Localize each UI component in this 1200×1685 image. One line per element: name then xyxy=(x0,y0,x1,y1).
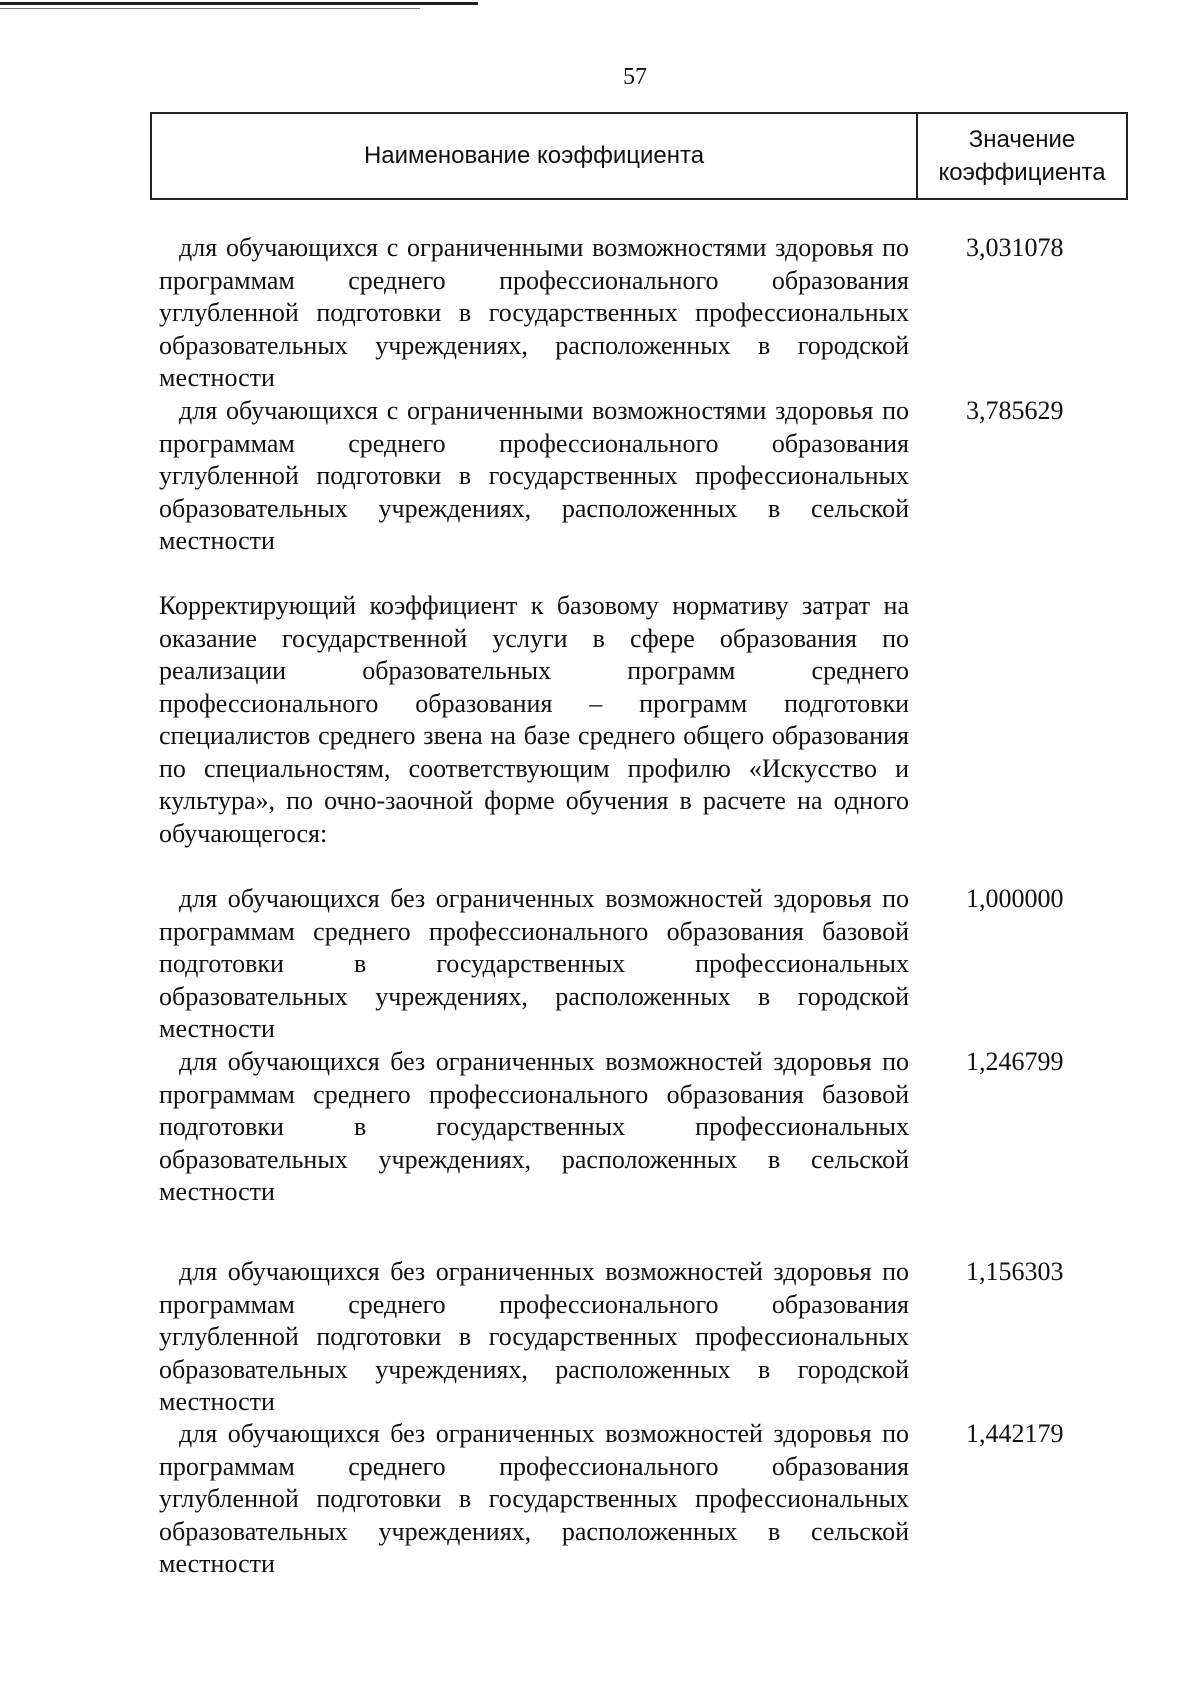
coefficient-value: 1,156303 xyxy=(966,1257,1064,1286)
top-border-rule xyxy=(0,2,478,5)
coefficient-description: для обучающихся с ограниченными возможностями здоровья по программам среднего профессионального образования углубленной подготовки в государственных профессиональных образовательных учреждениях, расположенных в сельской местности xyxy=(159,396,909,555)
coefficient-value: 1,000000 xyxy=(966,884,1064,913)
page-number: 57 xyxy=(623,64,647,90)
coefficient-value: 1,442179 xyxy=(966,1419,1064,1448)
coefficient-description: для обучающихся без ограниченных возможностей здоровья по программам среднего профессионального образования базовой подготовки в государственных профессиональных образовательных учреждениях, расположенных в сельской местности xyxy=(159,1047,909,1206)
coefficient-row xyxy=(159,883,1159,1046)
table-header xyxy=(150,112,1128,200)
coefficient-row xyxy=(159,1256,1159,1419)
column-header-name: Наименование коэффициента xyxy=(152,114,918,198)
column-header-value-line1: Значение xyxy=(968,126,1076,153)
correction-coefficient-paragraph: Корректирующий коэффициент к базовому нормативу затрат на оказание государственной услуги в сфере образования по реализации образовательных программ среднего профессионального образования – программ подготовки специалистов среднего звена на базе среднего общего образования по специальностям, соответствующим профилю «Искусство и культура», по очно-заочной форме обучения в расчете на одного обучающегося: xyxy=(159,591,909,848)
coefficient-description: для обучающихся без ограниченных возможностей здоровья по программам среднего профессионального образования углубленной подготовки в государственных профессиональных образовательных учреждениях, расположенных в сельской местности xyxy=(159,1419,909,1578)
column-header-value-line2: коэффициента xyxy=(938,159,1106,186)
coefficient-row xyxy=(159,1418,1159,1581)
coefficient-value: 3,785629 xyxy=(966,396,1064,425)
coefficient-value: 1,246799 xyxy=(966,1047,1064,1076)
coefficient-row xyxy=(159,395,1159,558)
coefficient-description: для обучающихся без ограниченных возможностей здоровья по программам среднего профессионального образования базовой подготовки в государственных профессиональных образовательных учреждениях, расположенных в городской местности xyxy=(159,884,909,1043)
column-header-value xyxy=(918,114,1126,198)
coefficient-row xyxy=(159,232,1159,395)
coefficient-description: для обучающихся без ограниченных возможностей здоровья по программам среднего профессионального образования углубленной подготовки в государственных профессиональных образовательных учреждениях, расположенных в городской местности xyxy=(159,1257,909,1416)
coefficient-description: для обучающихся с ограниченными возможностями здоровья по программам среднего профессионального образования углубленной подготовки в государственных профессиональных образовательных учреждениях, расположенных в городской местности xyxy=(159,233,909,392)
coefficient-row xyxy=(159,1046,1159,1209)
coefficient-value: 3,031078 xyxy=(966,233,1064,262)
top-border-rule-thin xyxy=(0,8,420,9)
